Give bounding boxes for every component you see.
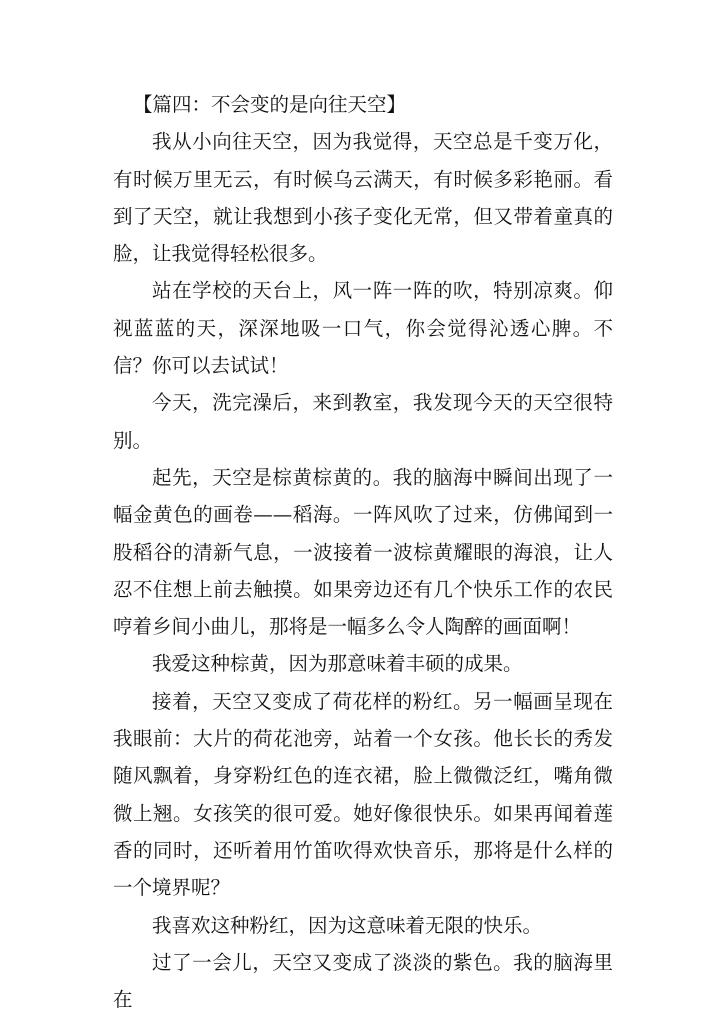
paragraph-3: 今天，洗完澡后，来到教室，我发现今天的天空很特别。	[113, 391, 613, 452]
paragraph-8: 过了一会儿，天空又变成了淡淡的紫色。我的脑海里在	[113, 950, 613, 1012]
essay-title: 【篇四：不会变的是向往天空】	[133, 93, 407, 116]
paragraph-7: 我喜欢这种粉红，因为这意味着无限的快乐。	[152, 913, 543, 937]
paragraph-1: 我从小向往天空，因为我觉得，天空总是千变万化，有时候万里无云，有时候乌云满天，有时候多彩艳丽。看到了天空，就让我想到小孩子变化无常，但又带着童真的脸，让我觉得轻松很多。	[113, 130, 613, 266]
paragraph-6: 接着，天空又变成了荷花样的粉红。另一幅画呈现在我眼前：大片的荷花池旁，站着一个女孩。他长长的秀发随风飘着，身穿粉红色的连衣裙，脸上微微泛红，嘴角微微上翘。女孩笑的很可爱。她好像很快乐。如果再闻着莲香的同时，还听着用竹笛吹得欢快音乐，那将是什么样的一个境界呢？	[113, 689, 613, 900]
paragraph-4: 起先，天空是棕黄棕黄的。我的脑海中瞬间出现了一幅金黄色的画卷——稻海。一阵风吹了过来，仿佛闻到一股稻谷的清新气息，一波接着一波棕黄耀眼的海浪，让人忍不住想上前去触摸。如果旁边还有几个快乐工作的农民哼着乡间小曲儿，那将是一幅多么令人陶醉的画面啊！	[113, 465, 613, 639]
document-body	[113, 86, 613, 1018]
paragraph-5: 我爱这种棕黄，因为那意味着丰硕的成果。	[152, 652, 523, 676]
paragraph-2: 站在学校的天台上，风一阵一阵的吹，特别凉爽。仰视蓝蓝的天，深深地吸一口气，你会觉得沁透心脾。不信？你可以去试试！	[113, 279, 613, 378]
